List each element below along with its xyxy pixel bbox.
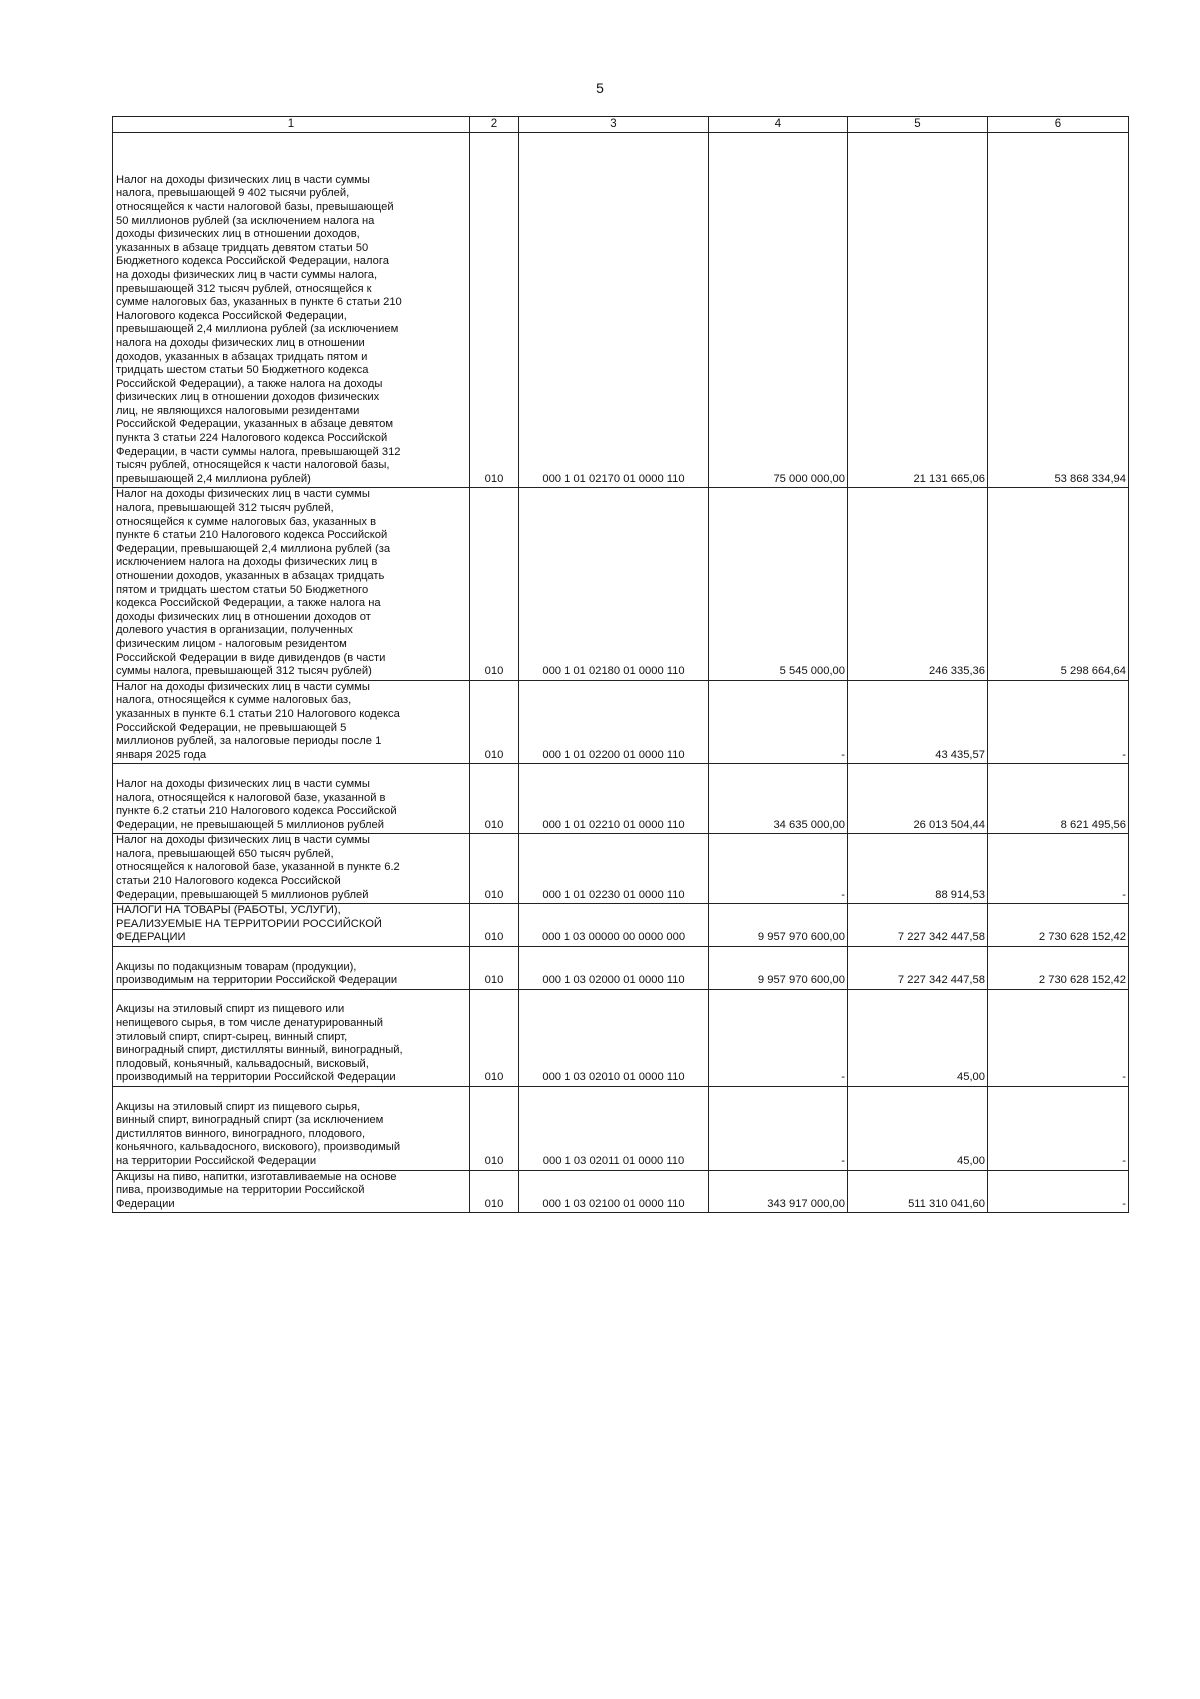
row-name: Акцизы на этиловый спирт из пищевого сырья, винный спирт, виноградный спирт (за исключением дистиллятов винного, виноградного, плодового, коньячного, кальвадосного, вискового), производимый на территории Российской Федерации — [113, 1086, 470, 1170]
report-table-body — [113, 117, 1129, 1213]
row-name: Акцизы на пиво, напитки, изготавливаемые на основе пива, производимые на территории Российской Федерации — [113, 1170, 470, 1213]
row-line-code: 010 — [470, 1086, 519, 1170]
row-executed-amount: 7 227 342 447,58 — [848, 904, 988, 947]
table-row — [113, 989, 1129, 1086]
row-budget-code: 000 1 03 02000 01 0000 110 — [519, 947, 709, 990]
row-name: Налог на доходы физических лиц в части суммы налога, превышающей 9 402 тысячи рублей, относящейся к части налоговой базы, превышающей 50 миллионов рублей (за исключением налога на доходы физических лиц в отношении доходов, указанных в абзаце тридцать девятом статьи 50 Бюджетного кодекса Российской Федерации, налога на доходы физических лиц в части суммы налога, превышающей 312 тысяч рублей, относящейся к сумме налоговых баз, указанных в пункте 6 статьи 210 Налогового кодекса Российской Федерации, превышающей 2,4 миллиона рублей (за исключением налога на доходы физических лиц в отношении доходов, указанных в абзацах тридцать пятом и тридцать шестом статьи 50 Бюджетного кодекса Российской Федерации), а также налога на доходы физических лиц в отношении доходов физических лиц, не являющихся налоговыми резидентами Российской Федерации, указанных в абзаце девятом пункта 3 статьи 224 Налогового кодекса Российской Федерации, в части суммы налога, превышающей 312 тысяч рублей, относящейся к части налоговой базы, превышающей 2,4 миллиона рублей) — [113, 133, 470, 488]
row-executed-amount: 7 227 342 447,58 — [848, 947, 988, 990]
row-approved-amount: 343 917 000,00 — [709, 1170, 848, 1213]
row-name: Налог на доходы физических лиц в части суммы налога, относящейся к налоговой базе, указанной в пункте 6.2 статьи 210 Налогового кодекса Российской Федерации, не превышающей 5 миллионов рублей — [113, 764, 470, 834]
row-line-code: 010 — [470, 947, 519, 990]
row-line-code: 010 — [470, 488, 519, 680]
table-row — [113, 680, 1129, 764]
row-budget-code: 000 1 01 02210 01 0000 110 — [519, 764, 709, 834]
row-unexecuted-amount: 8 621 495,56 — [988, 764, 1129, 834]
row-budget-code: 000 1 03 02010 01 0000 110 — [519, 989, 709, 1086]
row-approved-amount: 9 957 970 600,00 — [709, 947, 848, 990]
row-budget-code: 000 1 03 02100 01 0000 110 — [519, 1170, 709, 1213]
row-name: Налог на доходы физических лиц в части суммы налога, превышающей 650 тысяч рублей, относящейся к налоговой базе, указанной в пункте 6.2 статьи 210 Налогового кодекса Российской Федерации, превышающей 5 миллионов рублей — [113, 834, 470, 904]
row-budget-code: 000 1 03 02011 01 0000 110 — [519, 1086, 709, 1170]
row-approved-amount: 34 635 000,00 — [709, 764, 848, 834]
row-unexecuted-amount: 53 868 334,94 — [988, 133, 1129, 488]
column-number-2: 2 — [470, 117, 519, 133]
row-unexecuted-amount: - — [988, 680, 1129, 764]
row-unexecuted-amount: - — [988, 1170, 1129, 1213]
row-name: Акцизы по подакцизным товарам (продукции), производимым на территории Российской Федерации — [113, 947, 470, 990]
row-approved-amount: - — [709, 680, 848, 764]
row-line-code: 010 — [470, 904, 519, 947]
row-budget-code: 000 1 03 00000 00 0000 000 — [519, 904, 709, 947]
row-executed-amount: 88 914,53 — [848, 834, 988, 904]
row-line-code: 010 — [470, 989, 519, 1086]
row-executed-amount: 511 310 041,60 — [848, 1170, 988, 1213]
table-row — [113, 1086, 1129, 1170]
row-approved-amount: 9 957 970 600,00 — [709, 904, 848, 947]
table-row — [113, 947, 1129, 990]
row-executed-amount: 45,00 — [848, 1086, 988, 1170]
row-budget-code: 000 1 01 02230 01 0000 110 — [519, 834, 709, 904]
row-name: Акцизы на этиловый спирт из пищевого или непищевого сырья, в том числе денатурированный этиловый спирт, спирт-сырец, винный спирт, виноградный спирт, дистилляты винный, виноградный, плодовый, коньячный, кальвадосный, висковый, производимый на территории Российской Федерации — [113, 989, 470, 1086]
row-executed-amount: 43 435,57 — [848, 680, 988, 764]
column-number-1: 1 — [113, 117, 470, 133]
row-unexecuted-amount: - — [988, 834, 1129, 904]
row-unexecuted-amount: 2 730 628 152,42 — [988, 947, 1129, 990]
row-approved-amount: - — [709, 989, 848, 1086]
row-approved-amount: 75 000 000,00 — [709, 133, 848, 488]
row-line-code: 010 — [470, 834, 519, 904]
row-line-code: 010 — [470, 680, 519, 764]
table-row — [113, 764, 1129, 834]
row-approved-amount: - — [709, 1086, 848, 1170]
column-number-6: 6 — [988, 117, 1129, 133]
row-budget-code: 000 1 01 02170 01 0000 110 — [519, 133, 709, 488]
column-number-3: 3 — [519, 117, 709, 133]
column-number-row — [113, 117, 1129, 133]
row-executed-amount: 21 131 665,06 — [848, 133, 988, 488]
row-executed-amount: 246 335,36 — [848, 488, 988, 680]
row-unexecuted-amount: 5 298 664,64 — [988, 488, 1129, 680]
column-number-4: 4 — [709, 117, 848, 133]
table-row — [113, 133, 1129, 488]
row-approved-amount: - — [709, 834, 848, 904]
row-unexecuted-amount: 2 730 628 152,42 — [988, 904, 1129, 947]
row-unexecuted-amount: - — [988, 989, 1129, 1086]
row-line-code: 010 — [470, 1170, 519, 1213]
row-executed-amount: 26 013 504,44 — [848, 764, 988, 834]
row-unexecuted-amount: - — [988, 1086, 1129, 1170]
table-row — [113, 488, 1129, 680]
table-row — [113, 904, 1129, 947]
row-line-code: 010 — [470, 764, 519, 834]
row-budget-code: 000 1 01 02180 01 0000 110 — [519, 488, 709, 680]
table-row — [113, 1170, 1129, 1213]
row-executed-amount: 45,00 — [848, 989, 988, 1086]
row-name: Налог на доходы физических лиц в части суммы налога, относящейся к сумме налоговых баз, указанных в пункте 6.1 статьи 210 Налогового кодекса Российской Федерации, не превышающей 5 миллионов рублей, за налоговые периоды после 1 января 2025 года — [113, 680, 470, 764]
row-line-code: 010 — [470, 133, 519, 488]
row-name: НАЛОГИ НА ТОВАРЫ (РАБОТЫ, УСЛУГИ), РЕАЛИЗУЕМЫЕ НА ТЕРРИТОРИИ РОССИЙСКОЙ ФЕДЕРАЦИИ — [113, 904, 470, 947]
row-budget-code: 000 1 01 02200 01 0000 110 — [519, 680, 709, 764]
column-number-5: 5 — [848, 117, 988, 133]
report-table — [112, 116, 1129, 1213]
row-name: Налог на доходы физических лиц в части суммы налога, превышающей 312 тысяч рублей, относящейся к сумме налоговых баз, указанных в пункте 6 статьи 210 Налогового кодекса Российской Федерации, превышающей 2,4 миллиона рублей (за исключением налога на доходы физических лиц в отношении доходов, указанных в абзацах тридцать пятом и тридцать шестом статьи 50 Бюджетного кодекса Российской Федерации, а также налога на доходы физических лиц в отношении доходов от долевого участия в организации, полученных физическим лицом - налоговым резидентом Российской Федерации в виде дивидендов (в части суммы налога, превышающей 312 тысяч рублей) — [113, 488, 470, 680]
page-number: 5 — [596, 80, 604, 96]
table-row — [113, 834, 1129, 904]
row-approved-amount: 5 545 000,00 — [709, 488, 848, 680]
